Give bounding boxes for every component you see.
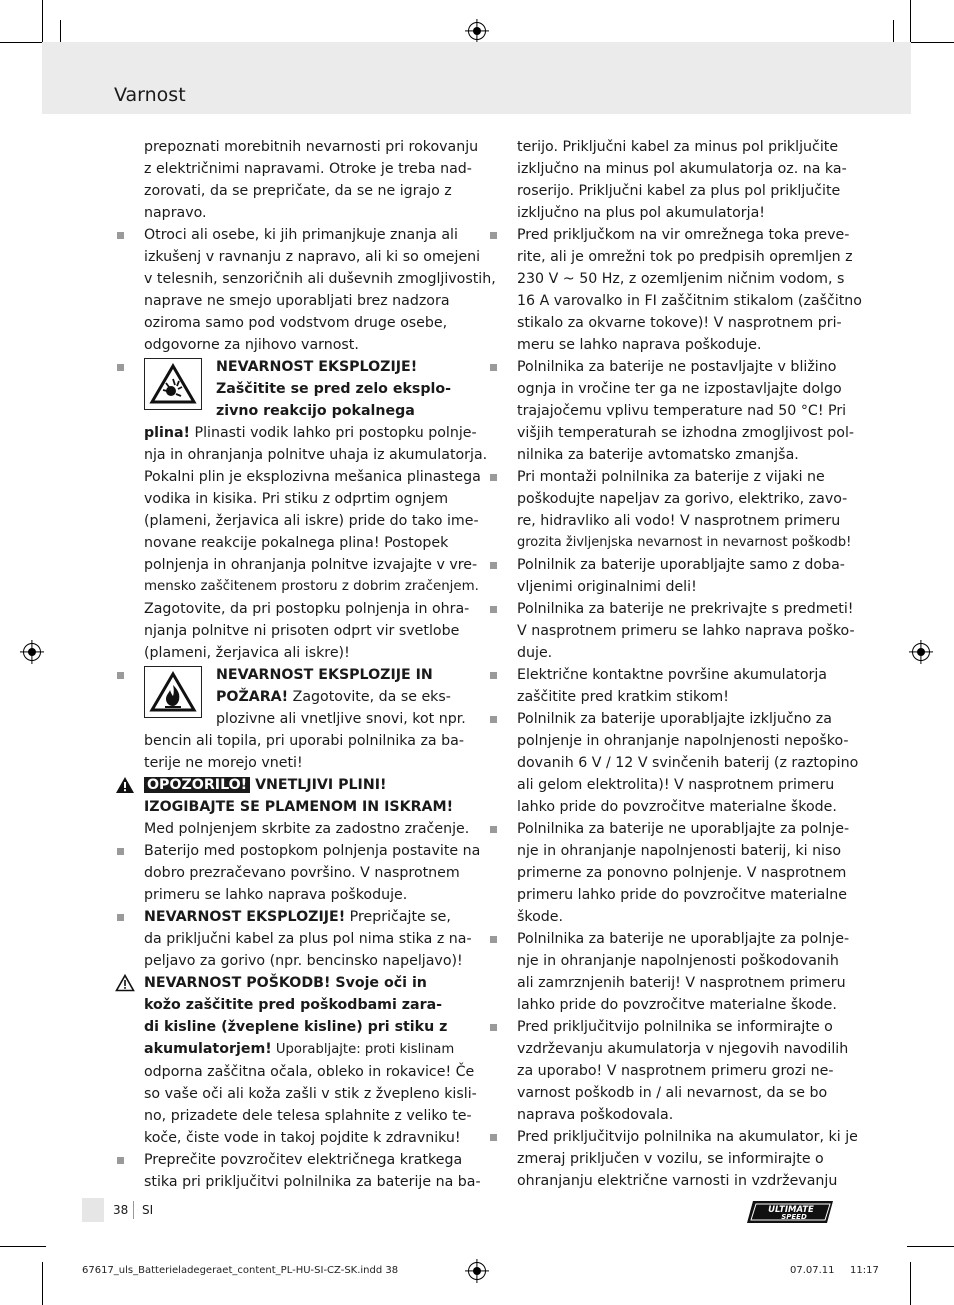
crop-mark [0,42,46,43]
list-item: Polnilnika za baterije ne prekrivajte s predmeti! V nasprotnem primeru se lahko naprava poško- duje. [488,598,840,664]
footer-divider [133,1201,134,1219]
paragraph-continuation: terijo. Priključni kabel za minus pol priključite izključno na minus pol akumulatorja oz. na ka- roserijo. Priključni kabel za plus pol priključite izključno na plus pol akumulatorja! [517,139,847,221]
svg-text:SPEED: SPEED [781,1213,807,1221]
bullet-icon [490,716,497,723]
list-item: Pred priključitvijo polnilnika se informirajte o vzdrževanju akumulatorja v njegovih navodilih za uporabo! V nasprotnem primeru grozi ne- varnost poškodb in / ali nevarnost, da se bo naprava poškodovala. [488,1016,840,1126]
right-column [488,136,862,1192]
list-item: Pred priključitvijo polnilnika na akumulator, ki je zmeraj priključen v vozilu, se informirajte o ohranjanju električne varnosti in vzdrževanju [488,1126,840,1192]
list-item: Polnilnika za baterije ne uporabljajte za polnje- nje in ohranjanje napolnjenosti poškodovanih ali zamrznjenih baterij! V nasprotnem primeru lahko pride do povzročitve materialne škode. [488,928,840,1016]
registration-mark-icon [468,22,486,40]
flame-icon [144,666,202,718]
warning-badge: OPOZORILO! [144,777,250,793]
bullet-icon [490,232,497,239]
crop-mark [42,1262,43,1305]
bullet-icon [490,672,497,679]
warning-block: OPOZORILO! VNETLJIVI PLINI! IZOGIBAJTE SE PLAMENOM IN ISKRAM! Med polnjenjem skrbite za zadostno zračenje. [115,774,467,840]
registration-mark-icon [23,643,41,661]
bullet-icon [117,1157,124,1164]
registration-mark-icon [912,643,930,661]
explosion-icon [144,358,202,410]
brand-logo [747,1199,835,1225]
warning-triangle-outline-icon [115,974,135,999]
warning-injury: NEVARNOST POŠKODB! Svoje oči in kožo zaščitite pred poškodbami zara- di kisline (žveplene kisline) pri stiku z akumulatorjem! Uporabljajte: proti kislinam odporna zaščitna očala, obleko in rokavice! Če so vaše oči ali koža zašli v stik z žvepleno kisli- no, prizadete dele telesa splahnite z veliko te- koče, čiste vode in takoj pojdite k zdravniku! [115,972,467,1149]
registration-mark-icon [468,1262,486,1280]
left-column [115,136,496,1193]
bullet-icon [117,914,124,921]
crop-mark [907,1246,954,1247]
list-item: Polnilnik za baterije uporabljajte izključno za polnjenje in ohranjanje napolnjenosti nepoško- dovanih 6 V / 12 V svinčenih baterij (z raztopino ali gelom elektrolita)! V nasprotnem primeru lahko pride do povzročitve materialne škode. [488,708,840,818]
crop-mark [0,1246,46,1247]
list-item: Polnilnika za baterije ne uporabljajte za polnje- nje in ohranjanje napolnjenosti baterij, ki niso primerne za ponovno polnjenje. V nasprotnem primeru lahko pride do povzročitve materialne škode. [488,818,840,928]
crop-mark [42,0,43,46]
list-item: Pred priključkom na vir omrežnega toka preve- rite, ali je omrežni tok po predpisih opremljen z 230 V ~ 50 Hz, z ozemljenim ničnim vodom, s 16 A varovalko in FI zaščitnim stikalom (zaščitno stikalo za okvarne tokove)! V nasprotnem pri- meru se lahko naprava poškoduje. [488,224,840,356]
crop-mark [910,0,911,46]
bullet-icon [490,826,497,833]
slug-date: 07.07.11 [790,1265,835,1276]
list-item: Polnilnika za baterije ne postavljajte v bližino ognja in vročine ter ga ne izpostavljajte dolgo trajajočemu vplivu temperature nad 50 °C! Pri višjih temperaturah se izhodna zmogljivost pol- nilnika za baterije avtomatsko zmanjša. [488,356,840,466]
bullet-icon [490,606,497,613]
footer-tab [82,1198,104,1222]
list-item: Polnilnik za baterije uporabljajte samo z doba- vljenimi originalnimi deli! [488,554,840,598]
list-item-fire: NEVARNOST EKSPLOZIJE IN POŽARA! Zagotovite, da se eks- plozivne ali vnetljive snovi, kot npr. bencin ali topila, pri uporabi polnilnika za ba- terije ne morejo vneti! [115,664,467,774]
list-item: Baterijo med postopkom polnjenja postavite na dobro prezračevano površino. V nasprotnem primeru se lahko naprava poškoduje. [115,840,467,906]
page-number: 38 [113,1203,129,1217]
page-title: Varnost [114,84,186,106]
language-code: SI [142,1203,154,1217]
crop-mark [907,42,954,43]
bullet-icon [490,936,497,943]
bullet-icon [117,364,124,371]
bullet-icon [490,1024,497,1031]
crop-mark [910,1262,911,1305]
page-header [42,42,911,114]
bullet-icon [490,1134,497,1141]
bullet-icon [490,562,497,569]
list-item-explosion: NEVARNOST EKSPLOZIJE! Zaščitite se pred zelo eksplo- zivno reakcijo pokalnega plina! Plinasti vodik lahko pri postopku polnje- nja in ohranjanja polnitve uhaja iz akumulatorja. Pokalni plin je eksplozivna mešanica plinastega vodika in kisika. Pri stiku z odprtim ognjem (plameni, žerjavica ali iskre) pride do tako ime- novane reakcije pokalnega plina! Postopek polnjenja in ohranjanja polnitve izvajajte v vre- mensko zaščitenem prostoru z dobrim zračenjem. Zagotovite, da pri postopku polnjenja in ohra- njanja polnitve ni prisoten odprt vir svetlobe (plameni, žerjavica ali iskre)! [115,356,467,664]
paragraph-continuation: prepoznati morebitnih nevarnosti pri rokovanju z električnimi napravami. Otroke je treba nad- zorovati, da se prepričate, da se ne igrajo z napravo. [144,139,479,221]
list-item: Pri montaži polnilnika za baterije z vijaki ne poškodujte napeljav za gorivo, elektriko, zavo- re, hidravliko ali vodo! V nasprotnem primeru grozita življenjska nevarnost in nevarnost poškodb! [488,466,840,554]
slug-time: 11:17 [850,1265,879,1276]
bullet-icon [490,474,497,481]
list-item: Otroci ali osebe, ki jih primanjkuje znanja ali izkušenj v ravnanju z napravo, ali ki so omejeni v telesnih, senzoričnih ali duševnih zmogljivostih, naprave ne smejo uporabljati brez nadzora oziroma samo pod vodstvom druge osebe, odgovorne za njihovo varnost. [115,224,467,356]
bullet-icon [117,232,124,239]
list-item: NEVARNOST EKSPLOZIJE! Prepričajte se, da priključni kabel za plus pol nima stika z na- peljavo za gorivo (npr. bencinsko napeljavo)! [115,906,467,972]
list-item: Preprečite povzročitev električnega kratkega stika pri priključitvi polnilnika za baterije na ba- [115,1149,467,1193]
svg-text:ULTIMATE: ULTIMATE [768,1205,814,1215]
warning-triangle-icon [115,776,135,801]
file-slug: 67617_uls_Batterieladegeraet_content_PL-HU-SI-CZ-SK.indd 38 [82,1265,399,1276]
list-item: Električne kontaktne površine akumulatorja zaščitite pred kratkim stikom! [488,664,840,708]
bullet-icon [490,364,497,371]
bullet-icon [117,672,124,679]
bullet-icon [117,848,124,855]
